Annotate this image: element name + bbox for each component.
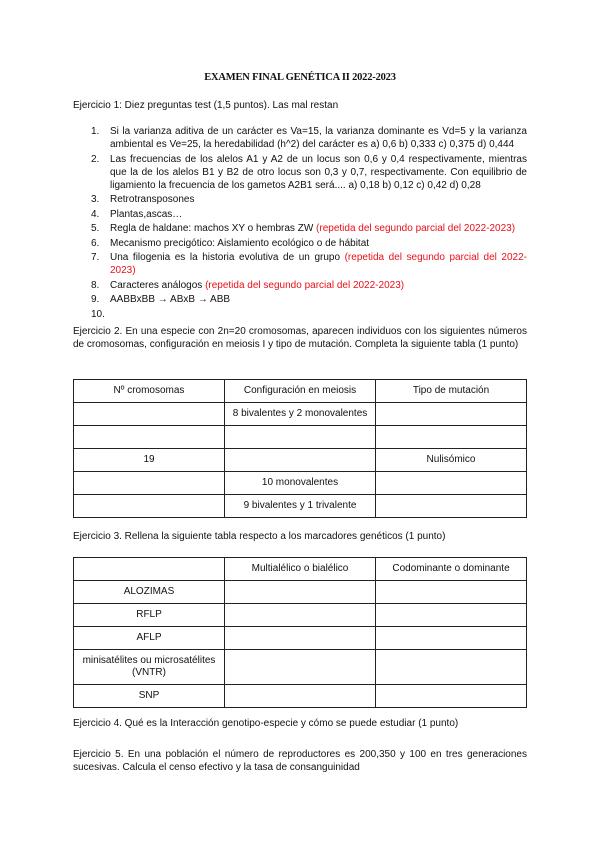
- table-cell: [225, 581, 376, 604]
- exercise-5-text: Ejercicio 5. En una población el número de reproductores es 200,350 y 100 en tres generaciones sucesivas. Calcula el censo efectivo y la tasa de consanguinidad: [73, 749, 527, 773]
- table-row: [74, 581, 527, 604]
- table-cell: [376, 685, 527, 708]
- question-number: 3.: [91, 194, 100, 205]
- question-item: [73, 293, 527, 306]
- table-row: [74, 426, 527, 449]
- table-row: [74, 495, 527, 518]
- table-cell: [225, 426, 376, 449]
- table-header-row: [74, 558, 527, 581]
- table-cell: [376, 650, 527, 685]
- table-row: [74, 650, 527, 685]
- question-text: Regla de haldane: machos XY o hembras ZW: [110, 223, 317, 234]
- table-cell: 19: [74, 449, 225, 472]
- table-cell: 9 bivalentes y 1 trivalente: [225, 495, 376, 518]
- table-cell: [376, 627, 527, 650]
- question-text: Mecanismo precigótico: Aislamiento ecológico o de hábitat: [110, 237, 370, 249]
- exercise-1-question-list: [73, 125, 527, 320]
- table-cell: [376, 426, 527, 449]
- table-cell: SNP: [74, 685, 225, 708]
- table-row: [74, 472, 527, 495]
- question-number: 5.: [91, 223, 100, 234]
- question-number: 9.: [91, 294, 100, 305]
- question-number: 6.: [91, 237, 100, 249]
- table-cell: [74, 472, 225, 495]
- table-cell: [225, 685, 376, 708]
- table-cell: [376, 495, 527, 518]
- question-number: 7.: [91, 252, 100, 263]
- table-cell: 8 bivalentes y 2 monovalentes: [225, 403, 376, 426]
- question-text: Las frecuencias de los alelos A1 y A2 de un locus son 0,6 y 0,4 respectivamente, mientras que la de los alelos B1 y B2 de otro locus son 0,3 y 0,7, respectivamente. Con equilibrio de ligamiento la frecuencia de los gametos A2B1 será.... a) 0,18 b) 0,12 c) 0,42 d) 0,28: [110, 153, 527, 191]
- question-item: [73, 237, 527, 250]
- genetic-markers-table: [73, 557, 527, 708]
- table-cell: [225, 627, 376, 650]
- exercise-3-text: Ejercicio 3. Rellena la siguiente tabla respecto a los marcadores genéticos (1 punto): [73, 531, 446, 542]
- table-header-row: [74, 380, 527, 403]
- table-cell: [376, 472, 527, 495]
- table-cell: minisatélites ou microsatélites (VNTR): [74, 650, 225, 685]
- header-cell: Nº cromosomas: [74, 380, 225, 403]
- question-item: [73, 193, 527, 206]
- chromosome-table: [73, 379, 527, 518]
- table-cell: [376, 403, 527, 426]
- exercise-1-heading: Ejercicio 1: Diez preguntas test (1,5 puntos). Las mal restan: [73, 100, 339, 111]
- header-cell: Configuración en meiosis: [225, 380, 376, 403]
- table-row: [74, 449, 527, 472]
- table-cell: AFLP: [74, 627, 225, 650]
- question-text: AABBxBB → ABxB → ABB: [110, 294, 231, 305]
- question-number: 8.: [91, 279, 100, 291]
- table-row: [74, 403, 527, 426]
- repeat-note: (repetida del segundo parcial del 2022-2023): [205, 279, 405, 291]
- table-row: [74, 627, 527, 650]
- question-number: 10.: [91, 308, 105, 320]
- question-number: 4.: [91, 208, 100, 220]
- exercise-2-text: Ejercicio 2. En una especie con 2n=20 cromosomas, aparecen individuos con los siguientes números de cromosomas, configuración en meiosis I y tipo de mutación. Completa la siguiente tabla (1 punto): [73, 326, 527, 350]
- question-number: 2.: [91, 153, 100, 165]
- table-cell: [74, 495, 225, 518]
- table-cell: [225, 650, 376, 685]
- question-text: Caracteres análogos: [110, 279, 206, 291]
- table-cell: [225, 604, 376, 627]
- question-item: [73, 208, 527, 221]
- question-item: [73, 222, 527, 235]
- table-cell: [376, 604, 527, 627]
- table-cell: [74, 426, 225, 449]
- question-text: Si la varianza aditiva de un carácter es Va=15, la varianza dominante es Vd=5 y la varianza ambiental es Ve=25, la heredabilidad (h^2) del carácter es a) 0,6 b) 0,333 c) 0,375 d) 0,444: [110, 126, 527, 150]
- question-text: Una filogenia es la historia evolutiva de un grupo: [110, 252, 345, 263]
- table-cell: ALOZIMAS: [74, 581, 225, 604]
- header-cell: Multialélico o bialélico: [225, 558, 376, 581]
- question-text: Retrotransposones: [110, 194, 195, 205]
- question-item: [73, 251, 527, 277]
- question-item: [73, 153, 527, 192]
- exam-title: EXAMEN FINAL GENÉTICA II 2022-2023: [204, 72, 396, 83]
- table-row: [74, 685, 527, 708]
- header-cell: [74, 558, 225, 581]
- question-number: 1.: [91, 126, 100, 137]
- table-row: [74, 604, 527, 627]
- table-cell: [225, 449, 376, 472]
- repeat-note: (repetida del segundo parcial del 2022-2023): [110, 252, 527, 276]
- repeat-note: (repetida del segundo parcial del 2022-2023): [316, 223, 516, 234]
- table-cell: 10 monovalentes: [225, 472, 376, 495]
- exercise-4-text: Ejercicio 4. Qué es la Interacción genotipo-especie y cómo se puede estudiar (1 punto): [73, 718, 459, 729]
- table-cell: RFLP: [74, 604, 225, 627]
- header-cell: Tipo de mutación: [376, 380, 527, 403]
- table-cell: [376, 581, 527, 604]
- question-item: [73, 279, 527, 292]
- question-item: [73, 125, 527, 151]
- header-cell: Codominante o dominante: [376, 558, 527, 581]
- table-cell: [74, 403, 225, 426]
- question-text: Plantas,ascas…: [110, 208, 183, 220]
- table-cell: Nulisómico: [376, 449, 527, 472]
